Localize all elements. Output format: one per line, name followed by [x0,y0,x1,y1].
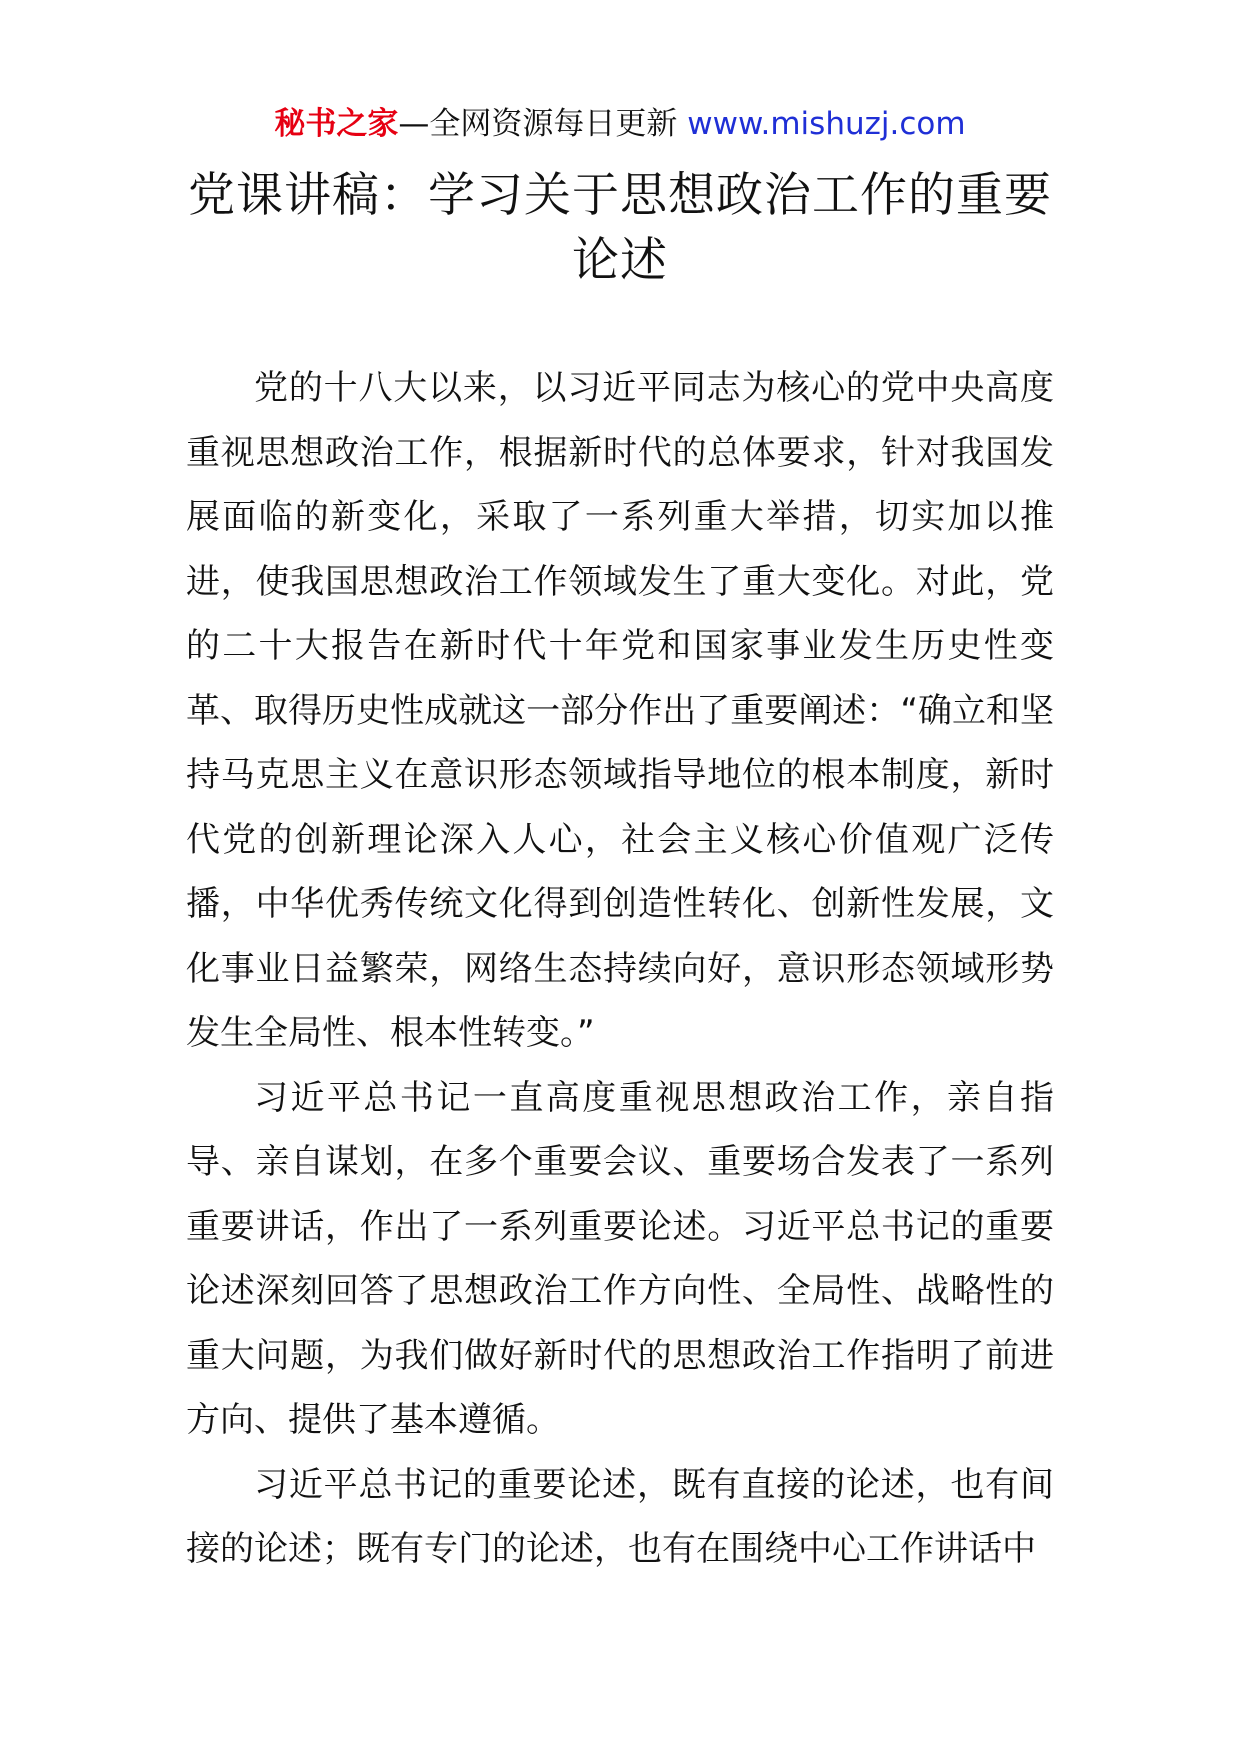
document-title: 党课讲稿：学习关于思想政治工作的重要论述 [188,168,1052,288]
site-tagline: —全网资源每日更新 [398,106,688,142]
body-paragraph: 党的十八大以来，以习近平同志为核心的党中央高度重视思想政治工作，根据新时代的总体要求，针对我国发展面临的新变化，采取了一系列重大举措，切实加以推进，使我国思想政治工作领域发生了重大变化。对此，党的二十大报告在新时代十年党和国家事业发生历史性变革、取得历史性成就这一部分作出了重要阐述：“确立和坚持马克思主义在意识形态领域指导地位的根本制度，新时代党的创新理论深入人心，社会主义核心价值观广泛传播，中华优秀传统文化得到创造性转化、创新性发展，文化事业日益繁荣，网络生态持续向好，意识形态领域形势发生全局性、根本性转变。” [186,368,1054,1053]
body-paragraph: 习近平总书记一直高度重视思想政治工作，亲自指导、亲自谋划，在多个重要会议、重要场合发表了一系列重要讲话，作出了一系列重要论述。习近平总书记的重要论述深刻回答了思想政治工作方向性、全局性、战略性的重大问题，为我们做好新时代的思想政治工作指明了前进方向、提供了基本遵循。 [186,1077,1054,1440]
document-body [186,356,1054,1582]
body-paragraph: 习近平总书记的重要论述，既有直接的论述，也有间接的论述；既有专门的论述，也有在围绕中心工作讲话中 [186,1464,1054,1569]
site-header [0,104,1240,144]
site-brand: 秘书之家 [274,106,399,142]
site-url-link[interactable]: www.mishuzj.com [687,106,966,142]
